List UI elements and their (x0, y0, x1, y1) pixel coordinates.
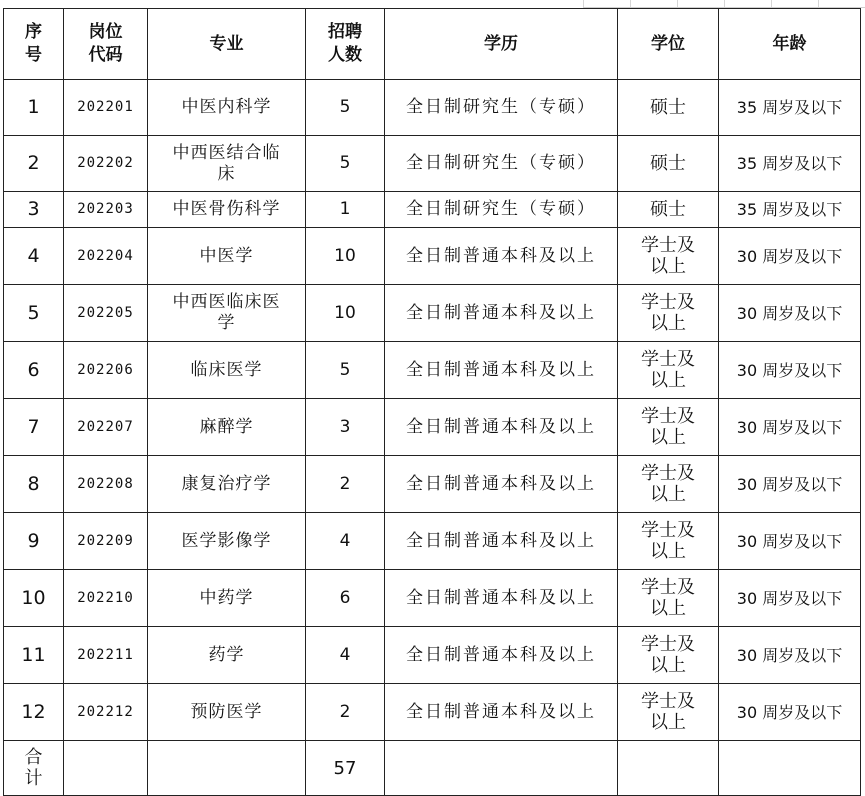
total-code (64, 741, 148, 796)
cell-education: 全日制研究生（专硕） (385, 192, 618, 228)
cell-seq: 4 (4, 228, 64, 285)
cell-count: 10 (306, 228, 385, 285)
cell-major: 麻醉学 (148, 399, 306, 456)
cell-code: 202204 (64, 228, 148, 285)
cell-seq: 6 (4, 342, 64, 399)
total-degree (618, 741, 719, 796)
cell-degree: 学士及 以上 (618, 570, 719, 627)
cell-degree: 学士及 以上 (618, 399, 719, 456)
cell-age: 35 周岁及以下 (719, 136, 861, 192)
cell-education: 全日制普通本科及以上 (385, 399, 618, 456)
total-major (148, 741, 306, 796)
cell-degree: 学士及 以上 (618, 684, 719, 741)
cell-major: 康复治疗学 (148, 456, 306, 513)
cell-code: 202203 (64, 192, 148, 228)
header-age: 年龄 (719, 9, 861, 80)
cell-age: 30 周岁及以下 (719, 513, 861, 570)
cell-degree: 学士及 以上 (618, 342, 719, 399)
cell-seq: 11 (4, 627, 64, 684)
table-row (4, 399, 861, 456)
cell-education: 全日制普通本科及以上 (385, 570, 618, 627)
cell-degree: 学士及 以上 (618, 513, 719, 570)
cell-seq: 1 (4, 80, 64, 136)
cell-degree: 学士及 以上 (618, 627, 719, 684)
total-count: 57 (306, 741, 385, 796)
header-count: 招聘 人数 (306, 9, 385, 80)
cell-education: 全日制普通本科及以上 (385, 456, 618, 513)
recruitment-table (3, 8, 861, 796)
cell-major: 中西医临床医 学 (148, 285, 306, 342)
cell-code: 202208 (64, 456, 148, 513)
cell-age: 35 周岁及以下 (719, 80, 861, 136)
cell-education: 全日制普通本科及以上 (385, 513, 618, 570)
cell-degree: 学士及 以上 (618, 285, 719, 342)
table-row (4, 684, 861, 741)
cell-age: 30 周岁及以下 (719, 684, 861, 741)
total-row (4, 741, 861, 796)
cell-code: 202211 (64, 627, 148, 684)
table-row (4, 570, 861, 627)
cell-degree: 学士及 以上 (618, 228, 719, 285)
cell-count: 3 (306, 399, 385, 456)
cell-degree: 硕士 (618, 136, 719, 192)
cell-count: 5 (306, 342, 385, 399)
cell-major: 中西医结合临 床 (148, 136, 306, 192)
cell-education: 全日制普通本科及以上 (385, 285, 618, 342)
cell-age: 30 周岁及以下 (719, 456, 861, 513)
cell-code: 202207 (64, 399, 148, 456)
cell-seq: 7 (4, 399, 64, 456)
header-code: 岗位 代码 (64, 9, 148, 80)
header-major: 专业 (148, 9, 306, 80)
table-row (4, 192, 861, 228)
header-degree: 学位 (618, 9, 719, 80)
cell-count: 10 (306, 285, 385, 342)
cell-education: 全日制普通本科及以上 (385, 627, 618, 684)
total-label: 合 计 (4, 741, 64, 796)
table-row (4, 513, 861, 570)
cell-code: 202205 (64, 285, 148, 342)
cell-major: 预防医学 (148, 684, 306, 741)
cell-code: 202212 (64, 684, 148, 741)
cell-age: 30 周岁及以下 (719, 342, 861, 399)
cell-age: 30 周岁及以下 (719, 285, 861, 342)
cell-major: 临床医学 (148, 342, 306, 399)
header-row (4, 9, 861, 80)
cell-education: 全日制研究生（专硕） (385, 136, 618, 192)
cell-major: 中药学 (148, 570, 306, 627)
cell-code: 202209 (64, 513, 148, 570)
cell-age: 30 周岁及以下 (719, 399, 861, 456)
cell-count: 5 (306, 136, 385, 192)
table-row (4, 136, 861, 192)
cell-major: 中医骨伤科学 (148, 192, 306, 228)
cell-count: 4 (306, 627, 385, 684)
cell-age: 30 周岁及以下 (719, 627, 861, 684)
cell-major: 中医学 (148, 228, 306, 285)
cell-count: 5 (306, 80, 385, 136)
cell-count: 6 (306, 570, 385, 627)
table-row (4, 456, 861, 513)
cell-seq: 9 (4, 513, 64, 570)
cell-degree: 硕士 (618, 192, 719, 228)
cell-age: 30 周岁及以下 (719, 570, 861, 627)
cell-major: 药学 (148, 627, 306, 684)
table-row (4, 285, 861, 342)
header-seq: 序 号 (4, 9, 64, 80)
cell-age: 35 周岁及以下 (719, 192, 861, 228)
cell-seq: 5 (4, 285, 64, 342)
cell-count: 1 (306, 192, 385, 228)
total-education (385, 741, 618, 796)
table-row (4, 342, 861, 399)
header-education: 学历 (385, 9, 618, 80)
cell-seq: 3 (4, 192, 64, 228)
cell-seq: 12 (4, 684, 64, 741)
cell-education: 全日制普通本科及以上 (385, 228, 618, 285)
cell-seq: 2 (4, 136, 64, 192)
cell-seq: 10 (4, 570, 64, 627)
table-row (4, 627, 861, 684)
table-row (4, 228, 861, 285)
cell-education: 全日制普通本科及以上 (385, 342, 618, 399)
cell-major: 医学影像学 (148, 513, 306, 570)
cell-code: 202202 (64, 136, 148, 192)
cell-major: 中医内科学 (148, 80, 306, 136)
cell-count: 2 (306, 456, 385, 513)
cell-count: 2 (306, 684, 385, 741)
table-row (4, 80, 861, 136)
cell-code: 202201 (64, 80, 148, 136)
cell-education: 全日制研究生（专硕） (385, 80, 618, 136)
cell-seq: 8 (4, 456, 64, 513)
cell-education: 全日制普通本科及以上 (385, 684, 618, 741)
cell-code: 202206 (64, 342, 148, 399)
cell-degree: 学士及 以上 (618, 456, 719, 513)
background-grid-fragment (583, 0, 865, 8)
total-age (719, 741, 861, 796)
cell-count: 4 (306, 513, 385, 570)
cell-age: 30 周岁及以下 (719, 228, 861, 285)
cell-code: 202210 (64, 570, 148, 627)
cell-degree: 硕士 (618, 80, 719, 136)
